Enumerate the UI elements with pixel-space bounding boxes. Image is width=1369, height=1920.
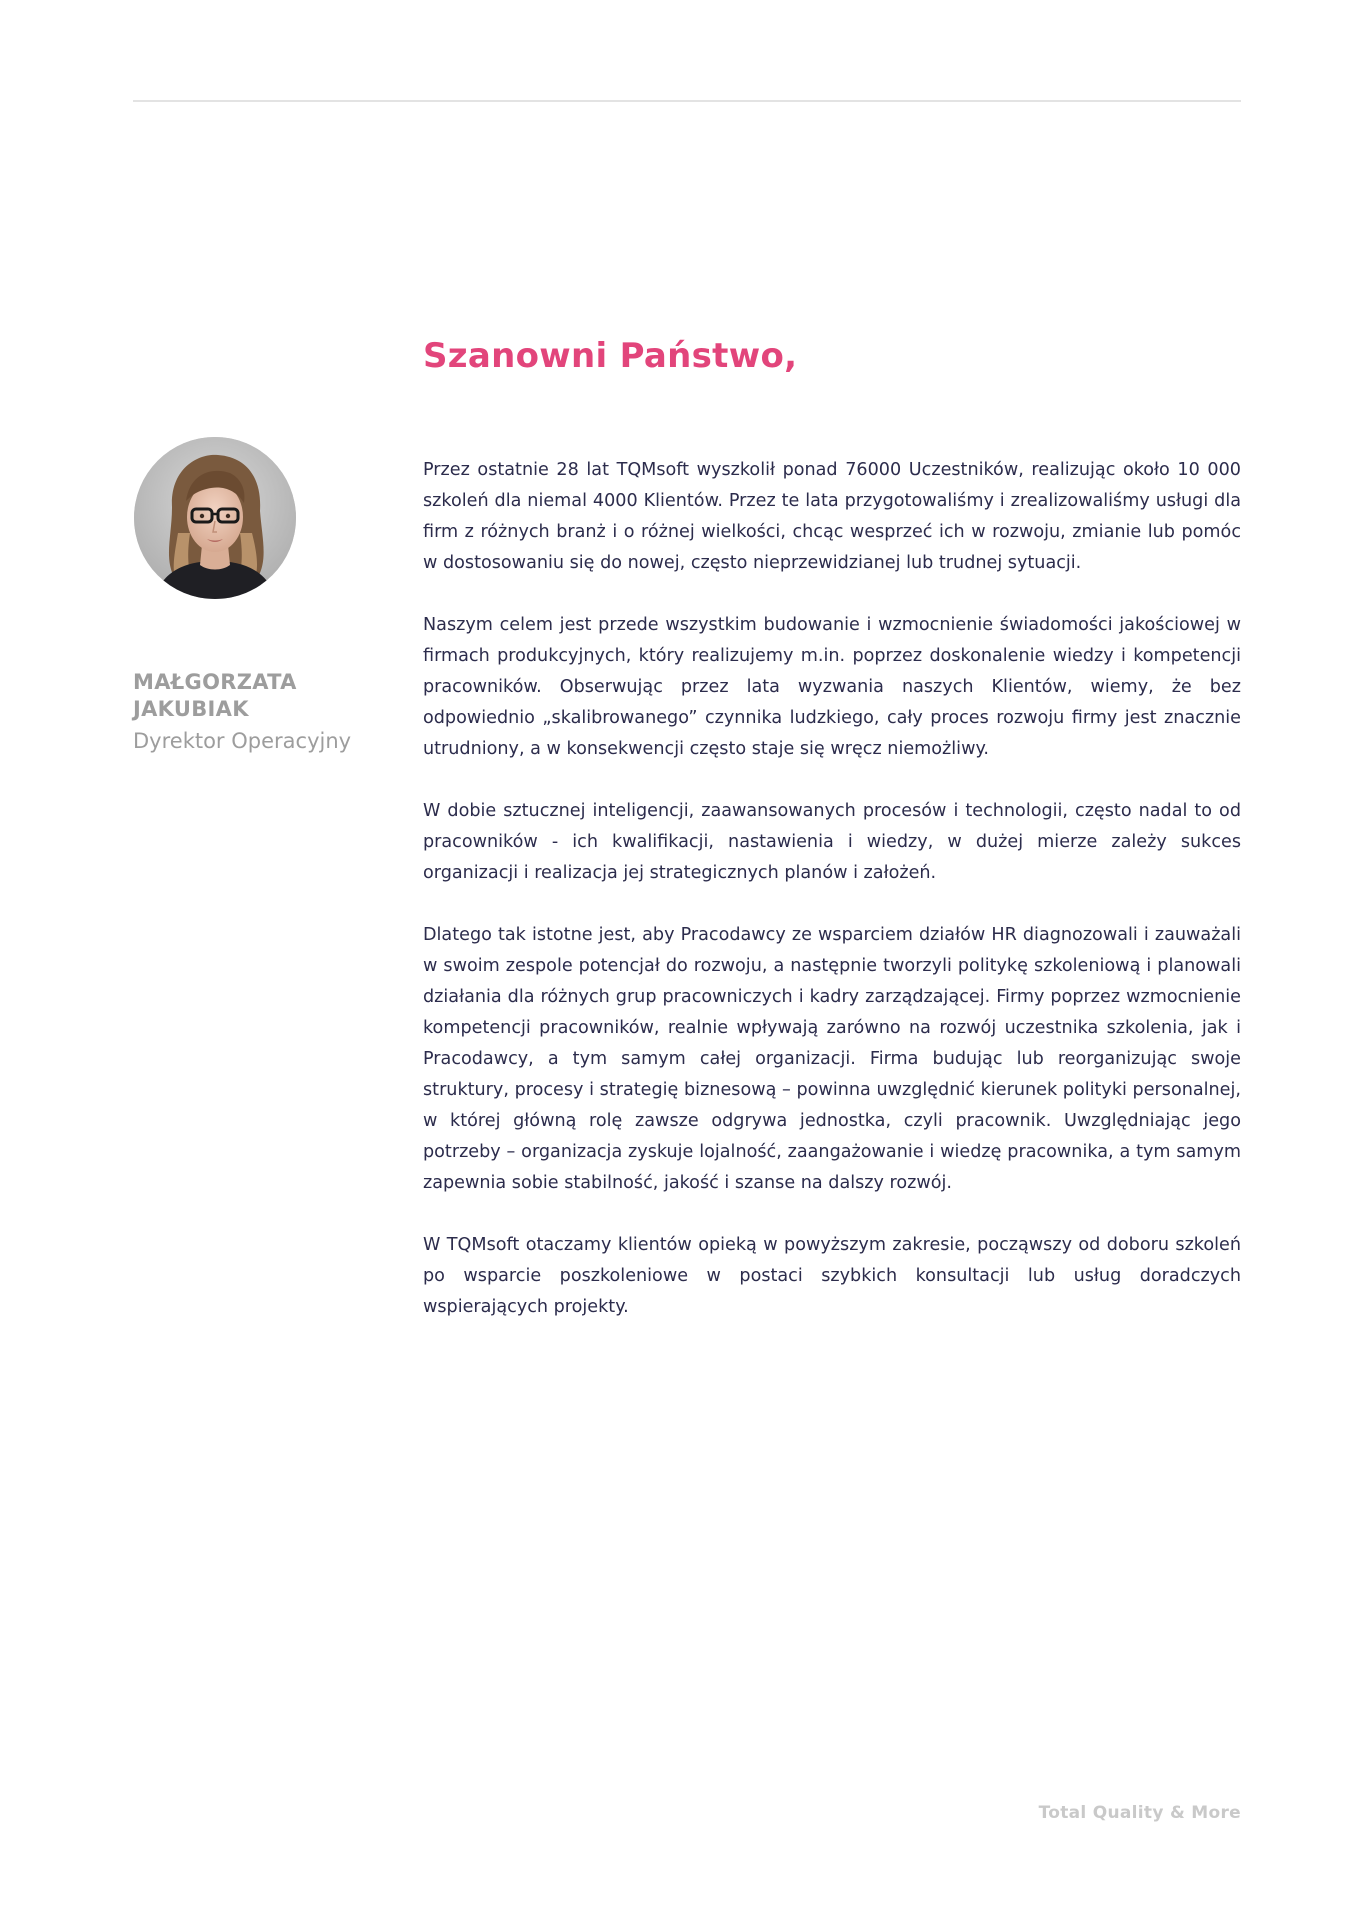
- letter-paragraph: Dlatego tak istotne jest, aby Pracodawcy ze wsparciem działów HR diagnozowali i zauważali w swoim zespole potencjał do rozwoju, a następnie tworzyli politykę szkoleniową i planowali działania dla różnych grup pracowniczych i kadry zarządzającej. Firmy poprzez wzmocnienie kompetencji pracowników, realnie wpływają zarówno na rozwój uczestnika szkolenia, jak i Pracodawcy, a tym samym całej organizacji. Firma budując lub reorganizując swoje struktury, procesy i strategię biznesową – powinna uwzględnić kierunek polityki personalnej, w której główną rolę zawsze odgrywa jednostka, czyli pracownik. Uwzględniając jego potrzeby – organizacja zyskuje lojalność, zaangażowanie i wiedzę pracownika, a tym samym zapewnia sobie stabilność, jakość i szanse na dalszy rozwój.: [423, 925, 1241, 1193]
- author-name: [133, 669, 373, 723]
- author-portrait: [134, 437, 296, 599]
- letter-paragraph: Naszym celem jest przede wszystkim budowanie i wzmocnienie świadomości jakościowej w firmach produkcyjnych, który realizujemy m.in. poprzez doskonalenie wiedzy i kompetencji pracowników. Obserwując przez lata wyzwania naszych Klientów, wiemy, że bez odpowiednio „skalibrowanego” czynnika ludzkiego, cały proces rozwoju firmy jest znacznie utrudniony, a w konsekwencji często staje się wręcz niemożliwy.: [423, 615, 1241, 759]
- footer-brand: Total Quality & More: [1038, 1803, 1241, 1823]
- author-name-line1: MAŁGORZATA: [133, 670, 297, 694]
- letter-paragraph: W dobie sztucznej inteligencji, zaawansowanych procesów i technologii, często nadal to od pracowników - ich kwalifikacji, nastawienia i wiedzy, w dużej mierze zależy sukces organizacji i realizacja jej strategicznych planów i założeń.: [423, 801, 1241, 883]
- letter-paragraph: W TQMsoft otaczamy klientów opieką w powyższym zakresie, począwszy od doboru szkoleń po wsparcie poszkoleniowe w postaci szybkich konsultacji lub usług doradczych wspierających projekty.: [423, 1235, 1241, 1317]
- page-title: Szanowni Państwo,: [423, 336, 798, 376]
- avatar: [134, 437, 296, 599]
- top-divider: [133, 100, 1241, 102]
- letter-body: [423, 455, 1241, 1354]
- author-role: Dyrektor Operacyjny: [133, 729, 352, 753]
- author-name-line2: JAKUBIAK: [133, 697, 249, 721]
- letter-paragraph: Przez ostatnie 28 lat TQMsoft wyszkolił ponad 76000 Uczestników, realizując około 10 000 szkoleń dla niemal 4000 Klientów. Przez te lata przygotowaliśmy i zrealizowaliśmy usługi dla firm z różnych branż i o różnej wielkości, chcąc wesprzeć ich w rozwoju, zmianie lub pomóc w dostosowaniu się do nowej, często nieprzewidzianej lub trudnej sytuacji.: [423, 460, 1241, 573]
